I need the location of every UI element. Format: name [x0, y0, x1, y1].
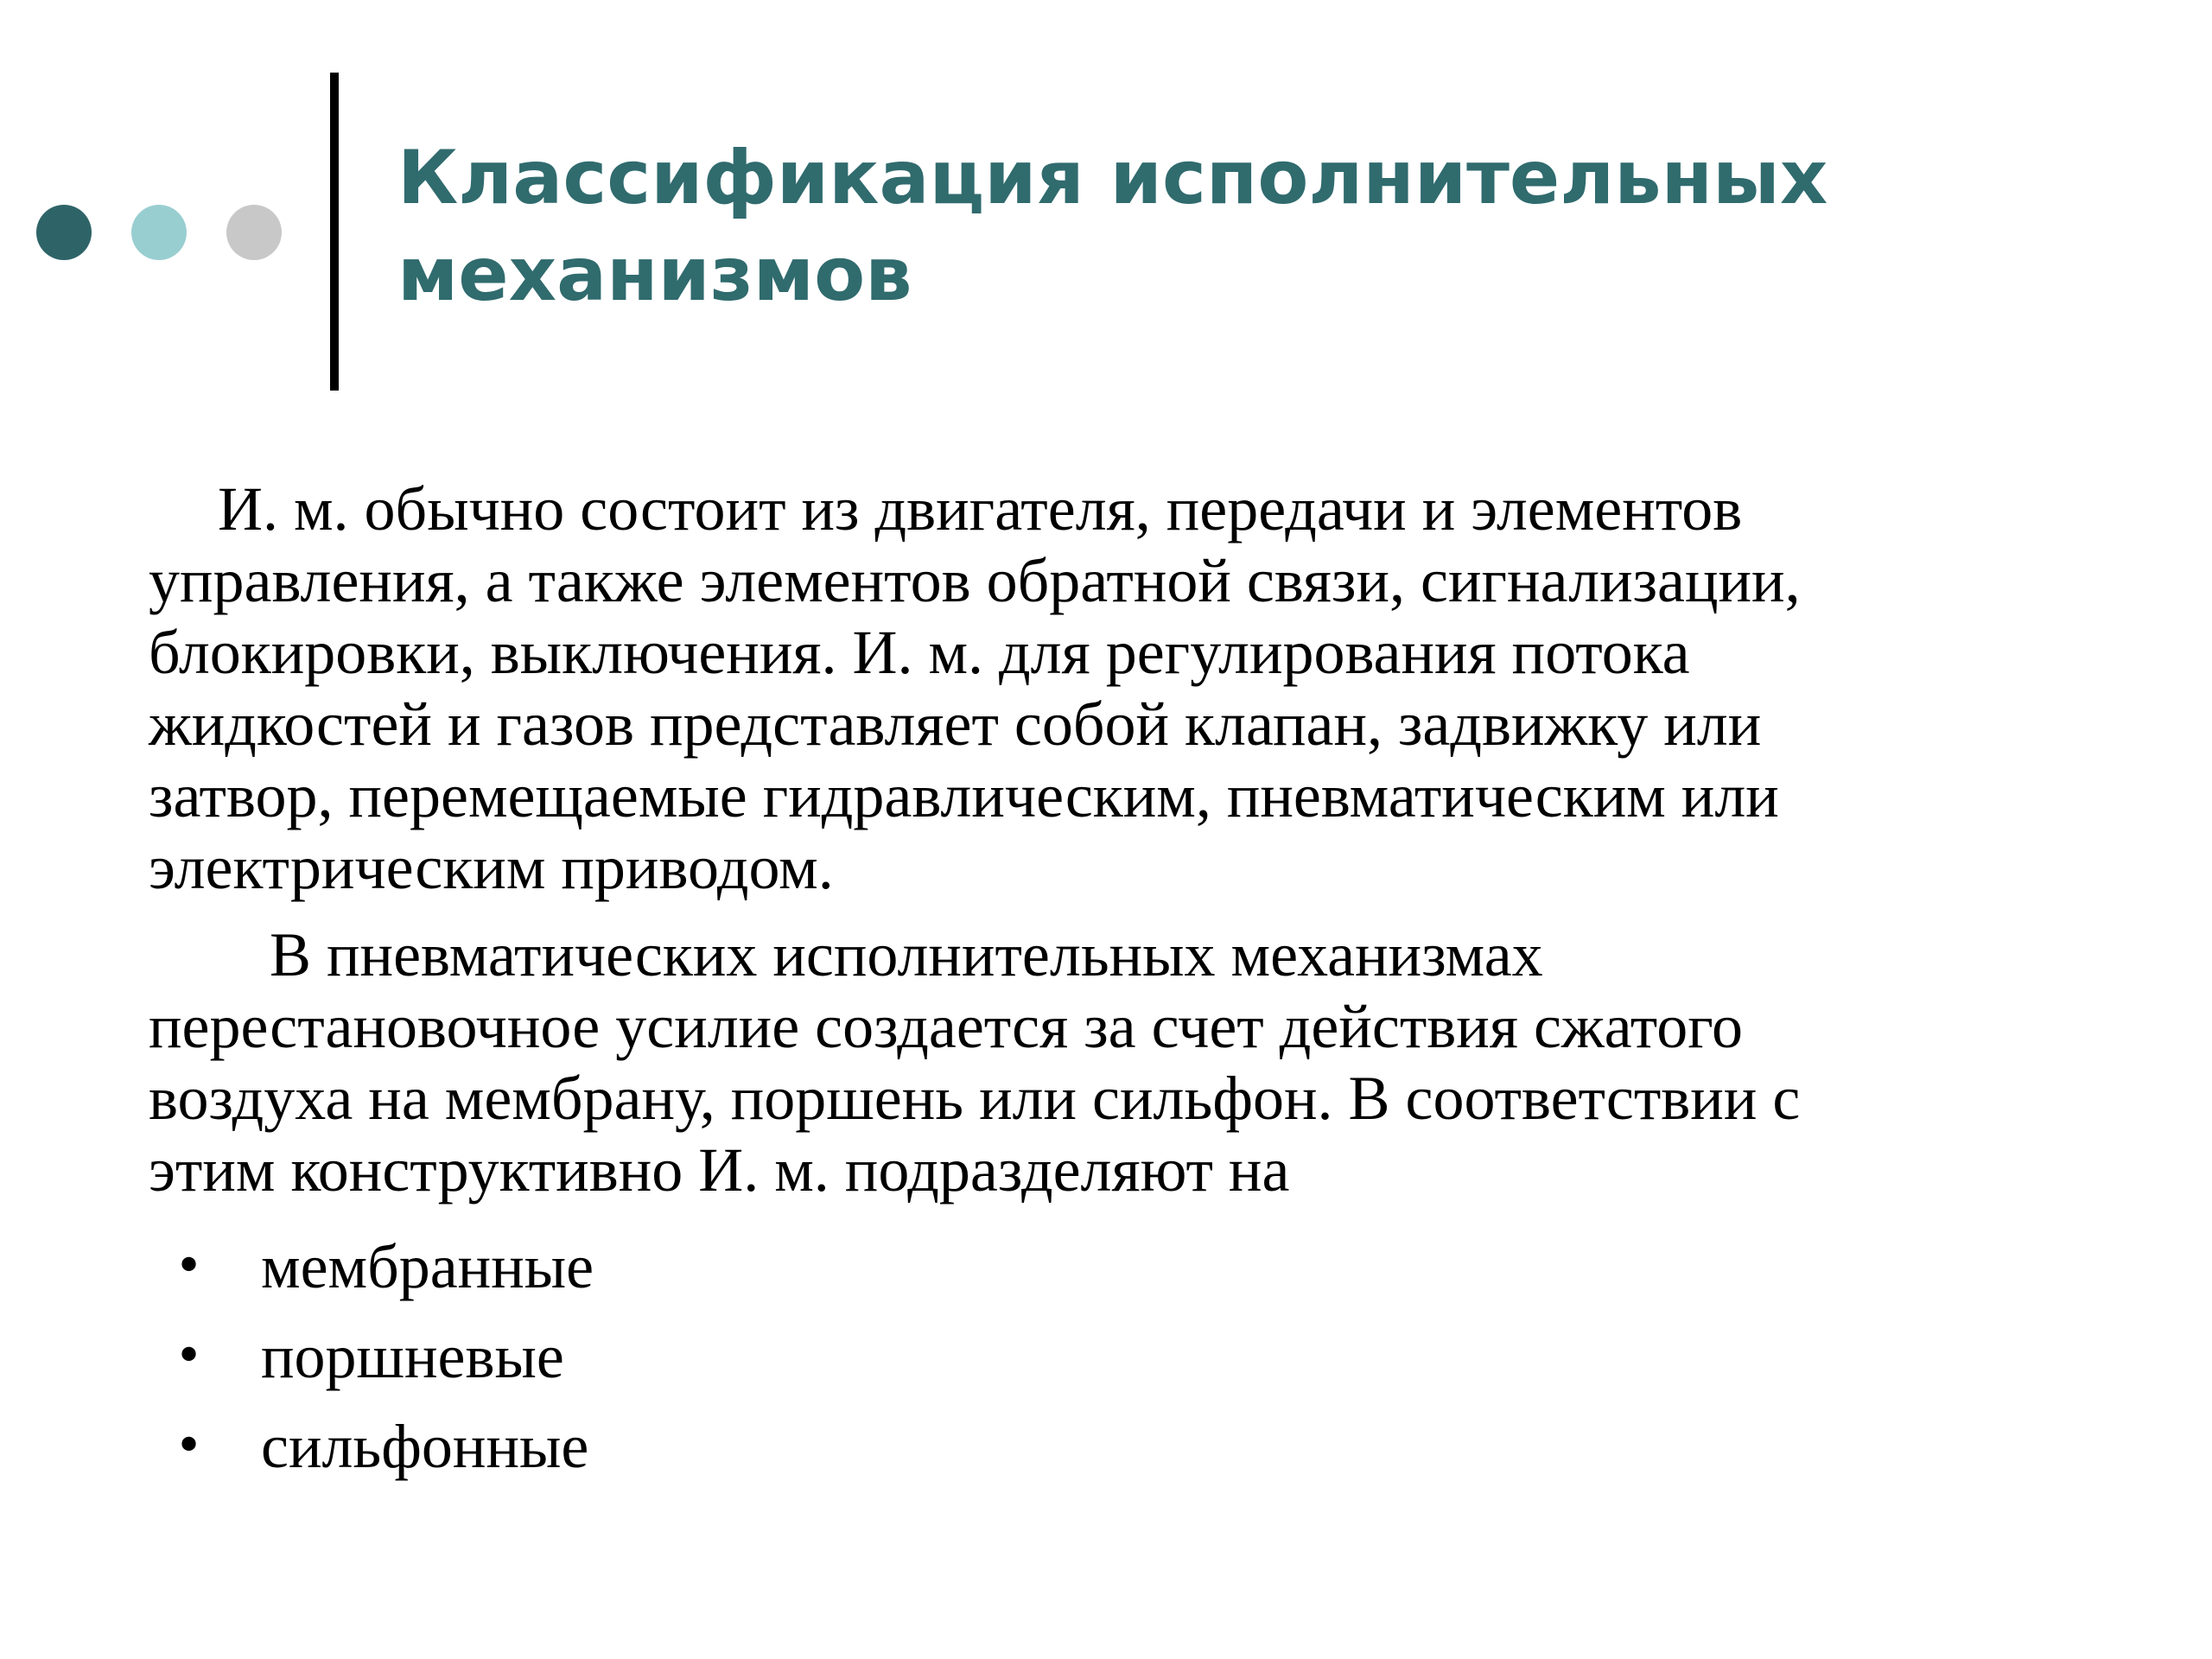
- paragraph-1: [149, 474, 2162, 904]
- paragraph-1-line: жидкостей и газов представляет собой клапан, задвижку или: [149, 690, 1762, 759]
- paragraph-2: [149, 919, 2162, 1206]
- paragraph-1-line: И. м. обычно состоит из двигателя, передачи и элементов: [218, 474, 1743, 543]
- bullet-icon: •: [175, 1418, 204, 1474]
- dot-gray-icon: [226, 205, 282, 260]
- paragraph-2-line: этим конструктивно И. м. подразделяют на: [149, 1135, 1290, 1205]
- bullet-list: [149, 1222, 2162, 1491]
- slide-title-line-2: механизмов: [397, 232, 912, 318]
- paragraph-1-line: блокировки, выключения. И. м. для регулирования потока: [149, 618, 1690, 687]
- paragraph-2-line: воздуха на мембрану, поршень или сильфон. В соответствии с: [149, 1064, 1801, 1133]
- paragraph-2-line: В пневматических исполнительных механизмах: [270, 920, 1543, 989]
- list-item-text: мембранные: [261, 1232, 594, 1301]
- slide-title-line-1: Классификация исполнительных: [397, 135, 1828, 221]
- paragraph-1-line: электрическим приводом.: [149, 833, 834, 902]
- list-item: [149, 1402, 2162, 1491]
- slide-title: [397, 130, 2160, 323]
- paragraph-1-line: затвор, перемещаемые гидравлическим, пневматическим или: [149, 761, 1779, 830]
- paragraph-2-line: перестановочное усилие создается за счет действия сжатого: [149, 992, 1743, 1061]
- slide-body: [149, 474, 2162, 1491]
- bullet-icon: •: [175, 1238, 204, 1294]
- dot-dark-icon: [36, 205, 92, 260]
- decorative-dots: [36, 205, 296, 265]
- list-item: [149, 1222, 2162, 1312]
- dot-light-icon: [131, 205, 187, 260]
- list-item-text: поршневые: [261, 1322, 564, 1391]
- bullet-icon: •: [175, 1328, 204, 1384]
- list-item-text: сильфонные: [261, 1412, 589, 1481]
- paragraph-1-line: управления, а также элементов обратной связи, сигнализации,: [149, 546, 1801, 615]
- list-item: [149, 1312, 2162, 1402]
- title-divider: [330, 73, 339, 391]
